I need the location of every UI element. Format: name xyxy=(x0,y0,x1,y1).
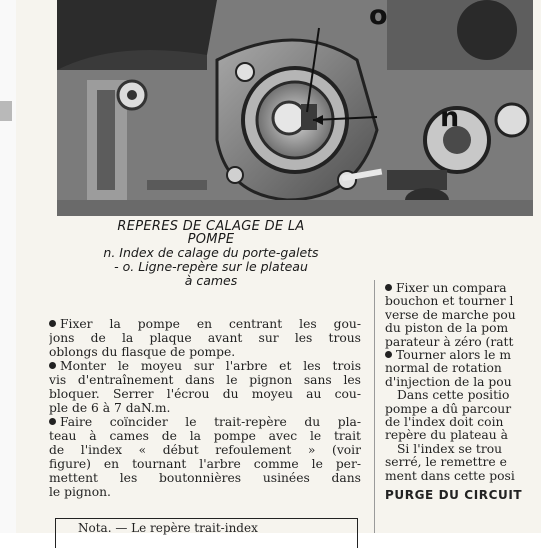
paragraph-line: bouchon et tourner l xyxy=(385,295,514,309)
caption-line3: à cames xyxy=(184,273,238,288)
engine-photo xyxy=(57,0,533,216)
paragraph-line: figure) en tournant l'arbre comme le per- xyxy=(49,457,361,471)
note-box xyxy=(55,518,358,548)
paragraph-line: teau à cames de la pompe avec le trait xyxy=(49,429,361,443)
paragraph-line: le pignon. xyxy=(49,485,111,499)
paragraph-line: verse de marche pou xyxy=(385,308,516,322)
paragraph-line: mettent les boutonnières usinées dans xyxy=(49,471,361,485)
paragraph-line: serré, le remettre e xyxy=(385,456,507,470)
paragraph-line: parateur à zéro (ratt xyxy=(385,335,514,349)
paragraph-line: de l'index doit coin xyxy=(385,416,504,430)
bullet-icon xyxy=(385,284,392,291)
paragraph-line: vis d'entraînement dans le pignon sans les xyxy=(49,373,361,387)
paragraph-line: Monter le moyeu sur l'arbre et les trois xyxy=(49,359,361,373)
paragraph-line: jons de la plaque avant sur les trous xyxy=(49,331,361,345)
note-text: Nota. — Le repère trait-index xyxy=(78,521,258,535)
engine-photo-icon xyxy=(57,0,533,216)
paragraph-line: Faire coïncider le trait-repère du pla- xyxy=(49,415,361,429)
paragraph-line: de l'index « début refoulement » (voir xyxy=(49,443,361,457)
caption-line2: - o. Ligne-repère sur le plateau xyxy=(114,259,308,274)
paragraph-line: Dans cette positio xyxy=(397,389,510,403)
bullet-icon xyxy=(49,362,56,369)
caption-title-line2: POMPE xyxy=(187,232,235,247)
right-text-column xyxy=(385,282,541,503)
paragraph-line: normal de rotation xyxy=(385,362,502,376)
bullet-icon xyxy=(385,351,392,358)
paragraph-line: du piston de la pom xyxy=(385,322,509,336)
paragraph-line: oblongs du flasque de pompe. xyxy=(49,345,236,359)
bullet-icon xyxy=(49,418,56,425)
caption-line1: n. Index de calage du porte-galets xyxy=(103,245,319,260)
paragraph-line: d'injection de la pou xyxy=(385,375,512,389)
paragraph-line: Fixer la pompe en centrant les gou- xyxy=(49,317,361,331)
paragraph-line: ment dans cette posi xyxy=(385,469,515,483)
paragraph-line: ple de 6 à 7 daN.m. xyxy=(49,401,171,415)
caption-title-line1: REPERES DE CALAGE DE LA xyxy=(117,219,305,234)
bullet-icon xyxy=(49,320,56,327)
paragraph-line: pompe a dû parcour xyxy=(385,402,512,416)
margin-mark xyxy=(0,101,12,121)
paragraph-line: Si l'index se trou xyxy=(397,442,503,456)
paragraph-line: Tourner alors le m xyxy=(385,349,541,362)
left-text-column xyxy=(49,317,361,499)
callout-label-n: n xyxy=(440,102,460,133)
paragraph-line: repère du plateau à xyxy=(385,429,508,443)
paragraph-line: Fixer un compara xyxy=(385,282,541,295)
column-divider xyxy=(374,280,375,533)
page-edge xyxy=(0,0,16,533)
paragraph-line: bloquer. Serrer l'écrou du moyeu au cou- xyxy=(49,387,361,401)
callout-label-o: o xyxy=(369,0,388,31)
figure-caption xyxy=(77,220,345,288)
section-heading: PURGE DU CIRCUIT xyxy=(385,488,523,503)
